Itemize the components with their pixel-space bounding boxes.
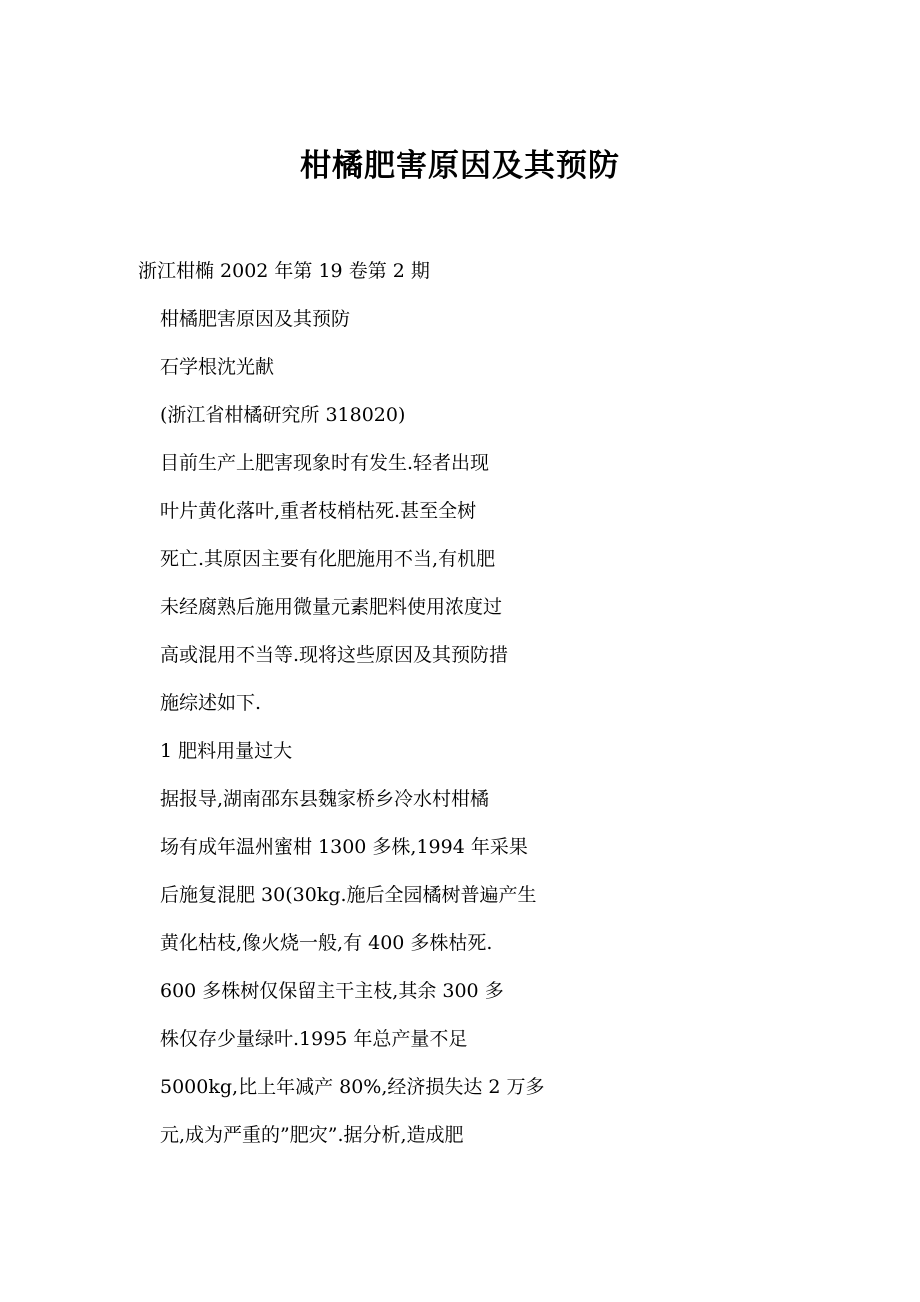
affiliation-line: (浙江省柑橘研究所 318020) [160, 404, 406, 426]
body-line: 目前生产上肥害现象时有发生.轻者出现 [160, 452, 490, 474]
body-line: 施综述如下. [160, 692, 262, 714]
body-line: 据报导,湖南邵东县魏家桥乡冷水村柑橘 [160, 788, 490, 810]
body-line: 未经腐熟后施用微量元素肥料使用浓度过 [160, 596, 503, 618]
body-line: 元,成为严重的”肥灾”.据分析,造成肥 [160, 1124, 464, 1146]
body-line: 600 多株树仅保留主干主枝,其余 300 多 [160, 980, 504, 1002]
article-title-line: 柑橘肥害原因及其预防 [160, 308, 351, 330]
body-line: 场有成年温州蜜柑 1300 多株,1994 年采果 [160, 836, 528, 858]
body-line: 黄化枯枝,像火烧一般,有 400 多株枯死. [160, 932, 493, 954]
body-line: 高或混用不当等.现将这些原因及其预防措 [160, 644, 509, 666]
authors-line: 石学根沈光献 [160, 356, 275, 378]
body-line: 死亡.其原因主要有化肥施用不当,有机肥 [160, 548, 496, 570]
body-line: 5000kg,比上年减产 80%,经济损失达 2 万多 [160, 1076, 545, 1098]
page-title: 柑橘肥害原因及其预防 [300, 148, 620, 184]
body-line: 叶片黄化落叶,重者枝梢枯死.甚至全树 [160, 500, 477, 522]
body-line: 后施复混肥 30(30kg.施后全园橘树普遍产生 [160, 884, 537, 906]
journal-source: 浙江柑椭 2002 年第 19 卷第 2 期 [138, 260, 430, 282]
body-line: 株仅存少量绿叶.1995 年总产量不足 [160, 1028, 468, 1050]
section-heading: 1 肥料用量过大 [160, 740, 293, 762]
